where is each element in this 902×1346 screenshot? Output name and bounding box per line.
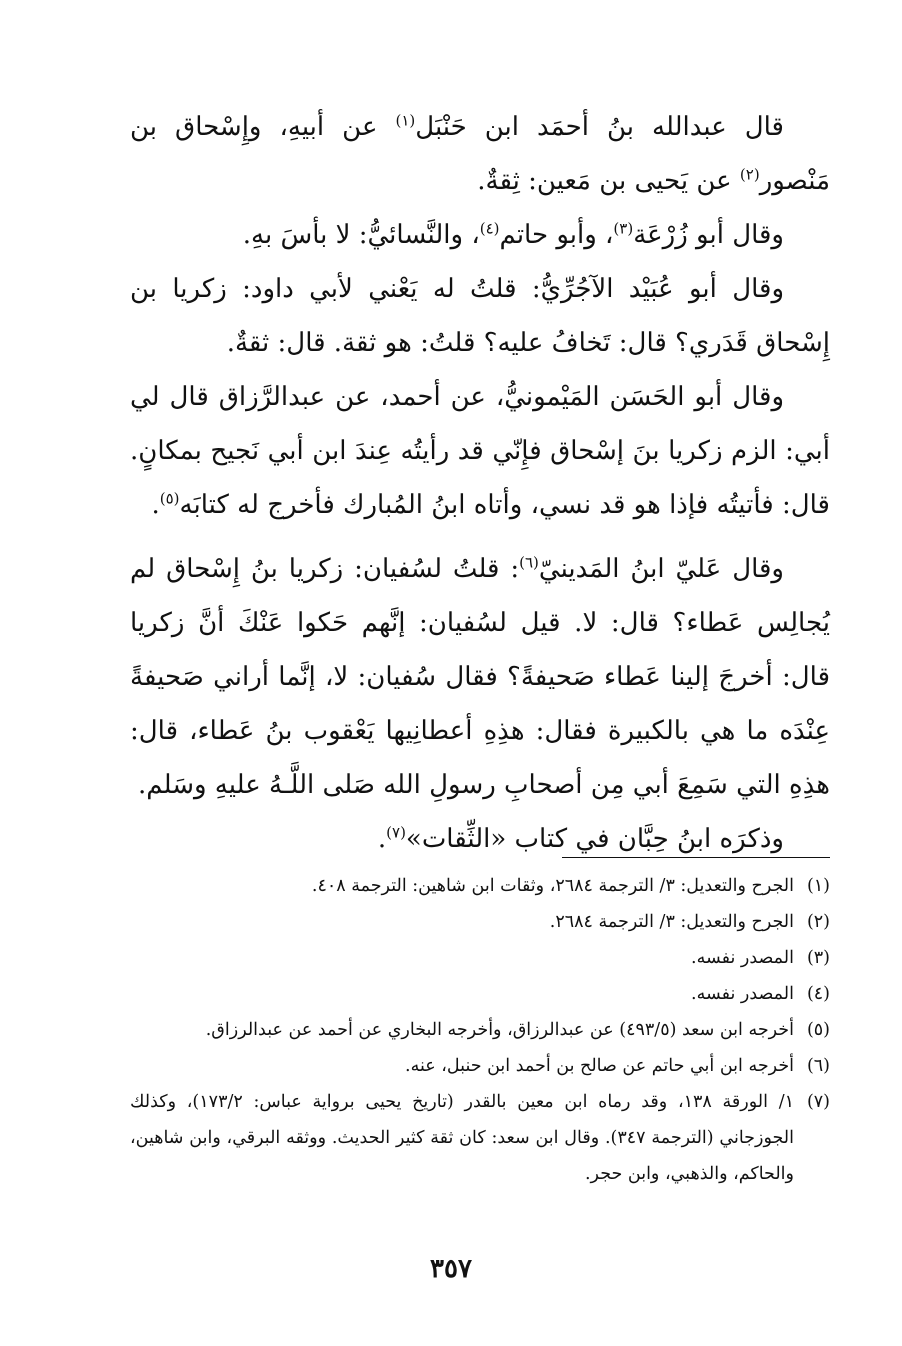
paragraph-2-part-b: ، وأبو حاتم (499, 220, 614, 250)
footnote-7 (130, 1084, 830, 1192)
footnote-text: ١/ الورقة ١٣٨، وقد رماه ابن معين بالقدر (تاريخ يحيى برواية عباس: ١٧٣/٢)، وكذلك الجوزجاني (الترجمة ٣٤٧). وقال ابن سعد: كان ثقة كثير الحديث. ووثقه البرقي، وابن شاهين، والحاكم، والذهبي، وابن حجر. (130, 1092, 795, 1184)
paragraph-3: وقال أبو عُبَيْد الآجُرِّيُّ: قلتُ له يَعْني لأبي داود: زكريا بن إِسْحاق قَدَري؟ قال: تَخافُ عليه؟ قلتُ: هو ثقة. قال: ثقةٌ. (130, 274, 830, 358)
footnote-4 (130, 976, 830, 1012)
footnote-5 (130, 1012, 830, 1048)
main-text (130, 100, 830, 866)
footnote-number: (٢) (806, 912, 830, 932)
paragraph-5-part-a: وقال عَليّ ابنُ المَدينيّ (538, 554, 784, 584)
paragraph-4 (130, 370, 830, 532)
footnote-text: الجرح والتعديل: ٣/ الترجمة ٢٦٨٤، وثقات ابن شاهين: الترجمة ٤٠٨. (311, 876, 794, 896)
footnote-text: المصدر نفسه. (691, 948, 794, 968)
paragraph-5 (130, 542, 830, 812)
footnote-number: (٧) (806, 1092, 830, 1112)
footnote-ref-6: (٦) (519, 553, 539, 572)
footnote-ref-1: (١) (395, 111, 416, 130)
footnotes (130, 868, 830, 1192)
paragraph-2-part-c: ، والنَّسائيُّ: لا بأسَ بهِ. (242, 220, 480, 250)
footnote-2 (130, 904, 830, 940)
footnote-6 (130, 1048, 830, 1084)
footnote-text: أخرجه ابن سعد (٤٩٣/٥) عن عبدالرزاق، وأخرجه البخاري عن أحمد عن عبدالرزاق. (205, 1020, 794, 1040)
footnote-1 (130, 868, 830, 904)
footnote-number: (٥) (806, 1020, 830, 1040)
footnote-ref-7: (٧) (386, 823, 406, 842)
paragraph-5-part-b: : قلتُ لسُفيان: زكريا بنُ إِسْحاق لم يُجالِس عَطاء؟ قال: لا. قيل لسُفيان: إنَّهم حَكوا عَنْكَ أنَّ زكريا قال: أخرجَ إلينا عَطاء صَحيفةً؟ فقال سُفيان: لا، إنَّما أراني صَحيفةً عِنْدَه ما هي بالكبيرة فقال: هذِهِ أعطانِيها يَعْقوب بنُ عَطاء، قال: هذِهِ التي سَمِعَ أبي مِن أصحابِ رسولِ الله صَلى اللَّـهُ عليهِ وسَلم. (130, 554, 830, 800)
footnote-text: الجرح والتعديل: ٣/ الترجمة ٢٦٨٤. (549, 912, 794, 932)
footnote-number: (٤) (806, 984, 830, 1004)
paragraph-1 (130, 100, 830, 208)
paragraph-1-part-c: عن يَحيى بن مَعين: ثِقةٌ. (477, 166, 740, 196)
paragraph-4-part-b: . (151, 490, 160, 520)
paragraph-6-part-b: . (377, 824, 387, 854)
paragraph-2 (130, 208, 830, 262)
paragraph-6-part-a: وذكرَه ابنُ حِبَّان في كتاب «الثِّقات» (405, 824, 784, 854)
footnote-text: أخرجه ابن أبي حاتم عن صالح بن أحمد ابن حنبل، عنه. (405, 1056, 794, 1076)
page-number: ٣٥٧ (430, 1254, 472, 1284)
footnote-number: (٣) (806, 948, 830, 968)
footnote-text: المصدر نفسه. (691, 984, 794, 1004)
footnote-ref-4: (٤) (479, 219, 500, 238)
footnote-ref-5: (٥) (159, 489, 180, 508)
footnote-number: (٦) (806, 1056, 830, 1076)
footnote-ref-3: (٣) (613, 219, 634, 238)
paragraph-2-part-a: وقال أبو زُرْعَة (633, 220, 784, 250)
footnote-ref-2: (٢) (739, 165, 760, 184)
footnote-separator (562, 857, 830, 858)
paragraph-1-part-b: عن أبيهِ، وإِسْحاق بن مَنْصور (130, 112, 830, 196)
footnote-3 (130, 940, 830, 976)
paragraph-1-part-a: قال عبدالله بنُ أحمَد ابن حَنْبَل (415, 112, 784, 142)
footnote-number: (١) (806, 876, 830, 896)
paragraph-4-part-a: وقال أبو الحَسَن المَيْمونيُّ، عن أحمد، عن عبدالرَّزاق قال لي أبي: الزم زكريا بنَ إسْحاق فإِنّي قد رأيتُه عِندَ ابن أبي نَجيح بمكانٍ. قال: فأتيتُه فإذا هو قد نسي، وأتاه ابنُ المُبارك فأخرج له كتابَه (130, 382, 830, 520)
